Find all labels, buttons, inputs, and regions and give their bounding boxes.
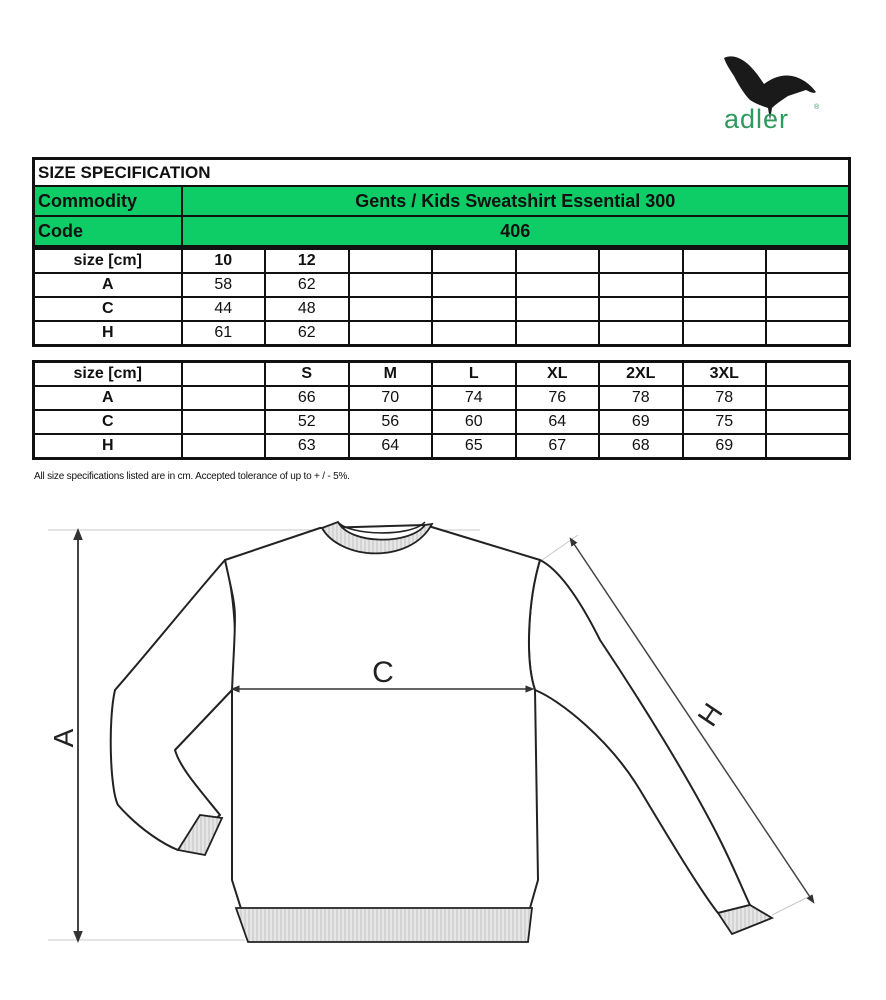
spec-title: SIZE SPECIFICATION	[34, 159, 850, 187]
table-cell	[766, 273, 850, 297]
table-cell: 63	[265, 434, 349, 459]
table-cell: 44	[182, 297, 266, 321]
table-header-row	[34, 249, 850, 273]
measure-label: C	[34, 410, 182, 434]
table-cell	[683, 297, 767, 321]
table-row	[34, 321, 850, 346]
size-column-header	[182, 362, 266, 387]
table-cell	[599, 273, 683, 297]
table-cell	[766, 321, 850, 346]
commodity-label: Commodity	[34, 186, 182, 216]
table-cell: 69	[683, 434, 767, 459]
size-column-header	[599, 249, 683, 273]
table-cell	[349, 297, 433, 321]
table-cell: 75	[683, 410, 767, 434]
tolerance-note: All size specifications listed are in cm. Accepted tolerance of up to + / - 5%.	[34, 471, 350, 482]
table-cell: 69	[599, 410, 683, 434]
size-header-label: size [cm]	[34, 362, 182, 387]
table-cell	[182, 410, 266, 434]
table-cell: 70	[349, 386, 433, 410]
measure-label: A	[34, 386, 182, 410]
size-column-header: XL	[516, 362, 600, 387]
table-cell: 60	[432, 410, 516, 434]
table-cell: 68	[599, 434, 683, 459]
size-column-header: 10	[182, 249, 266, 273]
table-row	[34, 273, 850, 297]
size-column-header	[683, 249, 767, 273]
kids-size-table	[32, 248, 851, 347]
table-cell	[182, 386, 266, 410]
table-cell: 48	[265, 297, 349, 321]
measure-label: H	[34, 434, 182, 459]
table-cell	[349, 321, 433, 346]
size-column-header	[349, 249, 433, 273]
size-column-header	[432, 249, 516, 273]
table-cell: 78	[599, 386, 683, 410]
size-column-header: M	[349, 362, 433, 387]
sweatshirt-diagram	[0, 490, 886, 1000]
registered-mark: ®	[814, 104, 820, 111]
sleeve-label: H	[691, 697, 729, 732]
table-cell: 78	[683, 386, 767, 410]
table-cell	[766, 386, 850, 410]
size-column-header: 3XL	[683, 362, 767, 387]
table-cell	[599, 297, 683, 321]
table-cell	[432, 297, 516, 321]
measure-label: H	[34, 321, 182, 346]
table-cell	[516, 297, 600, 321]
table-cell: 76	[516, 386, 600, 410]
measure-label: A	[34, 273, 182, 297]
table-cell: 56	[349, 410, 433, 434]
table-cell	[349, 273, 433, 297]
size-column-header: S	[265, 362, 349, 387]
chest-label: C	[372, 656, 394, 689]
size-column-header: 12	[265, 249, 349, 273]
table-cell	[766, 410, 850, 434]
table-row	[34, 410, 850, 434]
adult-size-table	[32, 360, 851, 460]
table-row	[34, 297, 850, 321]
size-column-header	[766, 362, 850, 387]
size-column-header: L	[432, 362, 516, 387]
table-cell	[766, 297, 850, 321]
table-cell: 66	[265, 386, 349, 410]
table-cell: 74	[432, 386, 516, 410]
size-column-header	[766, 249, 850, 273]
sweatshirt-body	[111, 525, 750, 915]
code-label: Code	[34, 216, 182, 247]
table-cell	[766, 434, 850, 459]
commodity-value: Gents / Kids Sweatshirt Essential 300	[182, 186, 850, 216]
table-cell: 65	[432, 434, 516, 459]
table-cell	[683, 321, 767, 346]
table-cell: 62	[265, 273, 349, 297]
size-column-header	[516, 249, 600, 273]
table-cell: 52	[265, 410, 349, 434]
table-row	[34, 434, 850, 459]
table-cell	[599, 321, 683, 346]
brand-logo-text: adler	[724, 104, 790, 134]
table-cell	[683, 273, 767, 297]
table-cell: 64	[349, 434, 433, 459]
table-cell: 58	[182, 273, 266, 297]
size-column-header: 2XL	[599, 362, 683, 387]
table-cell	[182, 434, 266, 459]
length-label: A	[48, 728, 79, 748]
table-cell: 61	[182, 321, 266, 346]
table-cell: 62	[265, 321, 349, 346]
measure-label: C	[34, 297, 182, 321]
code-value: 406	[182, 216, 850, 247]
table-header-row	[34, 362, 850, 387]
table-row	[34, 386, 850, 410]
size-header-label: size [cm]	[34, 249, 182, 273]
table-cell: 64	[516, 410, 600, 434]
table-cell	[516, 273, 600, 297]
table-cell	[432, 321, 516, 346]
hem-rib	[236, 908, 532, 942]
table-cell	[432, 273, 516, 297]
table-cell: 67	[516, 434, 600, 459]
spec-header-table	[32, 157, 851, 248]
table-cell	[516, 321, 600, 346]
